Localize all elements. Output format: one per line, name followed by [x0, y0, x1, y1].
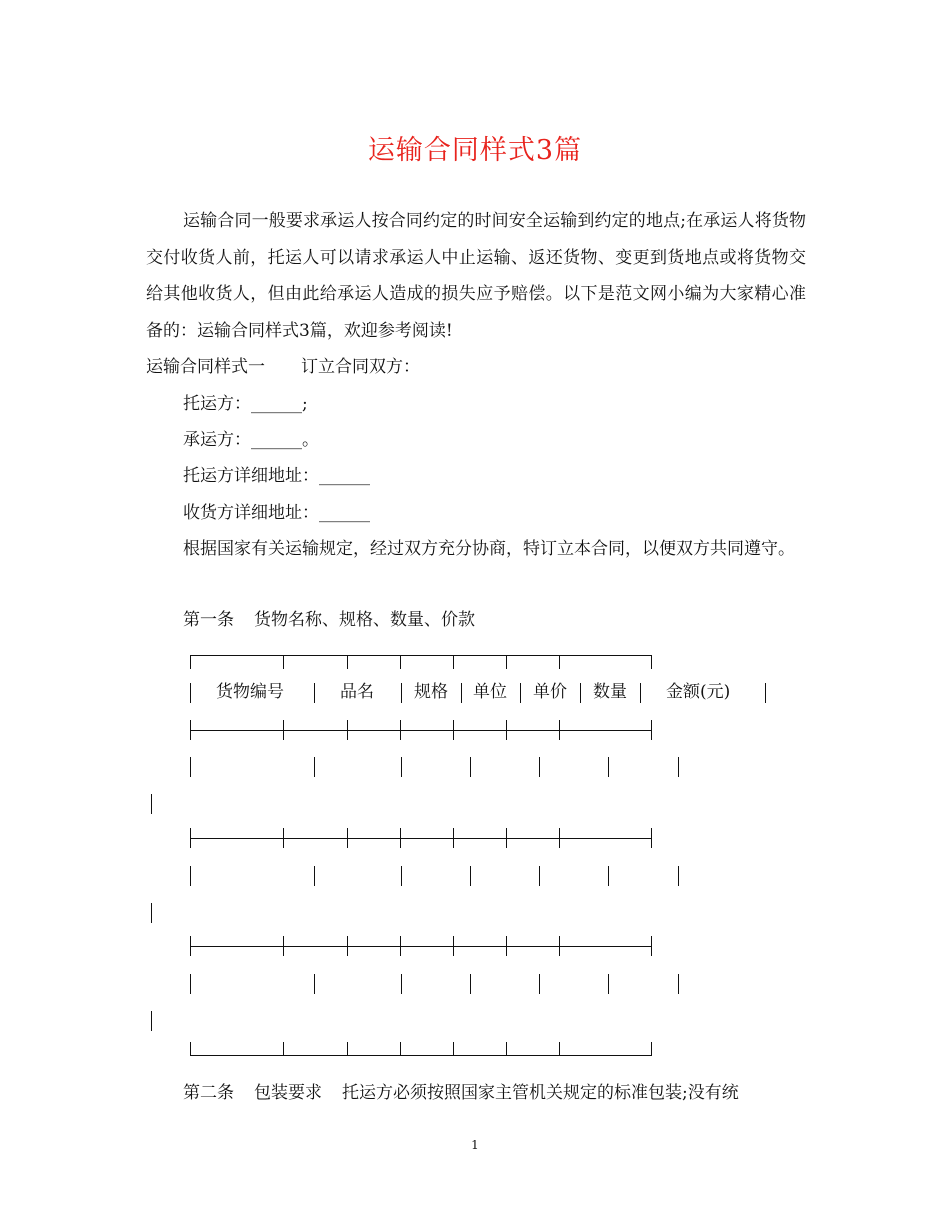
table-header-cell: 货物编号: [216, 682, 284, 702]
table-row: [190, 974, 191, 994]
article2-line: [183, 1082, 739, 1104]
table-row-separator: [190, 838, 652, 839]
section-heading: 运输合同样式一: [146, 357, 265, 377]
table-header-cell: 规格: [414, 682, 448, 702]
basis-paragraph: 根据国家有关运输规定，经过双方充分协商，特订立本合同，以便双方共同遵守。: [183, 539, 795, 559]
article1-heading: 货物名称、规格、数量、价款: [254, 610, 475, 630]
table-header-cell: 数量: [593, 682, 627, 702]
table-header-cell: 单位: [473, 682, 507, 702]
table-bottom-border: [190, 1055, 652, 1056]
table-row-separator: [190, 946, 652, 947]
table-header-cell: 单价: [533, 682, 567, 702]
article1-number: 第一条: [183, 610, 234, 630]
shipper-field: 托运方：______;: [183, 394, 308, 414]
table-row: [190, 757, 191, 777]
consignee-address-field: 收货方详细地址：______: [183, 503, 370, 523]
intro-paragraph: 运输合同一般要求承运人按合同约定的时间安全运输到约定的地点;在承运人将货物交付收货人前，托运人可以请求承运人中止运输、返还货物、变更到货地点或将货物交给其他收货人，但由此给承运人造成的损失应予赔偿。以下是范文网小编为大家精心准备的：运输合同样式3篇，欢迎参考阅读!: [146, 211, 806, 341]
table-top-border: [190, 655, 652, 656]
table-row-separator: [190, 730, 652, 731]
shipper-address-field: 托运方详细地址：______: [183, 466, 370, 486]
article1-line: [183, 609, 475, 631]
section-heading-line: [146, 356, 420, 378]
table-row: [190, 866, 191, 886]
parties-heading: 订立合同双方：: [301, 357, 420, 377]
page-number: 1: [471, 1138, 479, 1152]
article2-number: 第二条: [183, 1083, 234, 1103]
carrier-field: 承运方：______。: [183, 430, 319, 450]
document-title: 运输合同样式3篇: [367, 135, 583, 166]
article2-text: 托运方必须按照国家主管机关规定的标准包装;没有统: [342, 1083, 739, 1103]
table-header-cell: 品名: [340, 682, 374, 702]
table-header-cell: 金额(元): [666, 682, 731, 702]
article2-heading: 包装要求: [254, 1083, 322, 1103]
